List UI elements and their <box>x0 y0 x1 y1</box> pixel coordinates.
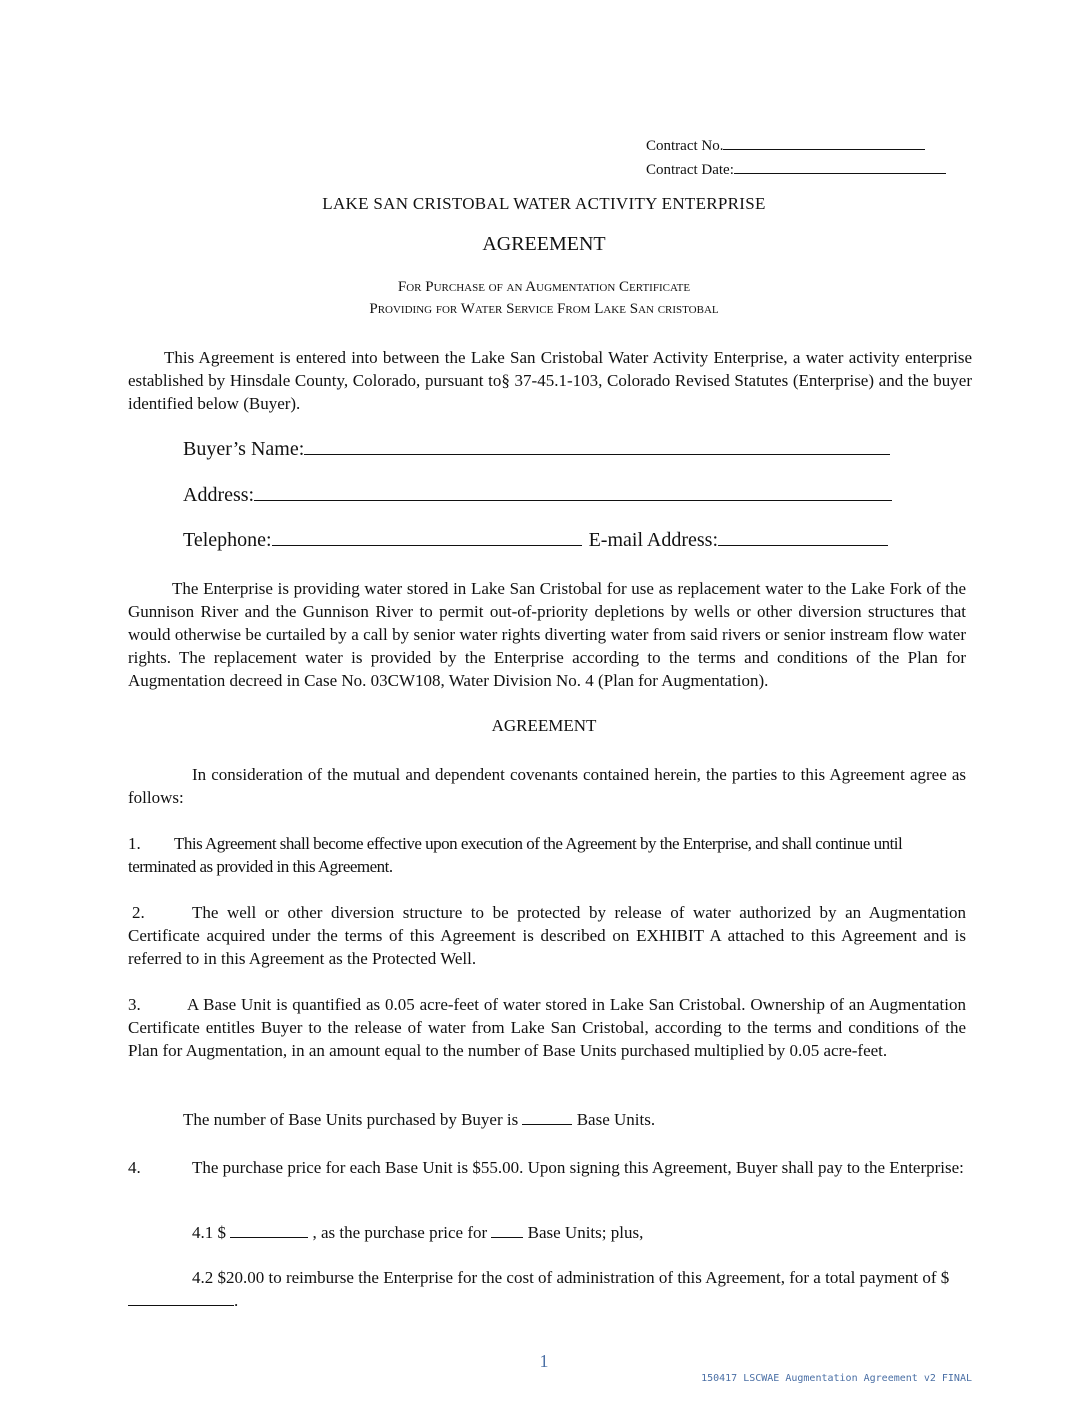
clause-2-text: The well or other diversion structure to be protected by release of water authorized by an Augmentation Certificate acquired under the terms of this Agreement is described on EXHIBIT A attached to this Agreement and is referred to in this Agreement as the Protected Well. <box>128 903 966 968</box>
clause-4-1-text-a: 4.1 $ <box>192 1223 226 1242</box>
base-units-line <box>183 1109 655 1130</box>
total-payment-blank[interactable] <box>128 1290 234 1306</box>
buyer-name-field[interactable] <box>304 435 890 455</box>
page-number: 1 <box>539 1351 549 1371</box>
base-units-text-a: The number of Base Units purchased by Buyer is <box>183 1110 519 1129</box>
agreement-heading-2: AGREEMENT <box>491 716 597 735</box>
address-field[interactable] <box>254 481 892 501</box>
clause-4-2 <box>128 1266 966 1312</box>
contract-date-line <box>646 158 946 179</box>
subtitle-line-1: For Purchase of an Augmentation Certificate <box>397 279 691 295</box>
buyer-name-label: Buyer’s Name: <box>183 438 305 460</box>
clause-3 <box>128 993 966 1062</box>
clause-4-2-text-b: . <box>234 1291 239 1310</box>
clause-1-text: This Agreement shall become effective upon execution of the Agreement by the Enterprise, and shall continue until terminated as provided in this Agreement. <box>128 834 903 876</box>
base-units-text-b: Base Units. <box>576 1110 656 1129</box>
clause-4-1-text-c: Base Units; plus, <box>527 1223 644 1242</box>
clause-2-number: 2. <box>132 903 145 922</box>
clause-4-1-text-b: , as the purchase price for <box>312 1223 488 1242</box>
consideration-paragraph: In consideration of the mutual and dependent covenants contained herein, the parties to this Agreement agree as follows: <box>128 765 966 807</box>
buyer-name-row <box>183 435 890 461</box>
clause-1 <box>128 832 966 878</box>
subtitle-line-2: Providing for Water Service From Lake San cristobal <box>369 301 719 317</box>
document-title: LAKE SAN CRISTOBAL WATER ACTIVITY ENTERPRISE <box>322 194 766 213</box>
clause-4-1 <box>192 1222 643 1243</box>
telephone-label: Telephone: <box>183 529 272 551</box>
clause-2 <box>128 901 966 970</box>
address-label: Address: <box>183 484 255 506</box>
contract-number-blank[interactable] <box>723 134 925 150</box>
intro-paragraph: This Agreement is entered into between the Lake San Cristobal Water Activity Enterprise, a water activity enterprise established by Hinsdale County, Colorado, pursuant to§ 37-45.1-103, Colorado Revised Statutes (Enterprise) and the buyer identified below (Buyer). <box>128 348 972 413</box>
clause-4-number: 4. <box>128 1158 141 1177</box>
clause-1-number: 1. <box>128 834 141 853</box>
clause-3-text: A Base Unit is quantified as 0.05 acre-feet of water stored in Lake San Cristobal. Ownership of an Augmentation Certificate entitles Buyer to the release of water from Lake San Cristobal, according to the terms and conditions of the Plan for Augmentation, in an amount equal to the number of Base Units purchased multiplied by 0.05 acre-feet. <box>128 995 966 1060</box>
base-units-blank[interactable] <box>522 1109 572 1125</box>
contract-date-blank[interactable] <box>734 158 946 174</box>
clause-3-number: 3. <box>128 995 141 1014</box>
purchase-price-blank[interactable] <box>230 1222 308 1238</box>
address-row <box>183 481 892 507</box>
clause-4-2-text-a: 4.2 $20.00 to reimburse the Enterprise for the cost of administration of this Agreement, for a total payment of $ <box>192 1268 950 1287</box>
contact-row <box>183 526 888 552</box>
document-heading: AGREEMENT <box>482 233 606 255</box>
recital-paragraph: The Enterprise is providing water stored in Lake San Cristobal for use as replacement water to the Lake Fork of the Gunnison River and the Gunnison River to permit out-of-priority depletions by wells or other diversion structures that would otherwise be curtailed by a call by senior water rights diverting water from said rivers or senior instream flow water rights. The replacement water is provided by the Enterprise according to the terms and conditions of the Plan for Augmentation decreed in Case No. 03CW108, Water Division No. 4 (Plan for Augmentation). <box>128 579 966 690</box>
document-footer: 150417 LSCWAE Augmentation Agreement v2 FINAL <box>701 1373 972 1384</box>
email-label: E-mail Address: <box>588 529 719 551</box>
contract-number-line <box>646 134 925 155</box>
clause-4 <box>128 1156 966 1179</box>
email-field[interactable] <box>718 526 888 546</box>
contract-number-label: Contract No. <box>646 138 724 154</box>
contract-date-label: Contract Date: <box>646 162 734 178</box>
telephone-field[interactable] <box>272 526 582 546</box>
clause-4-1-units-blank[interactable] <box>491 1222 523 1238</box>
clause-4-text: The purchase price for each Base Unit is $55.00. Upon signing this Agreement, Buyer shall pay to the Enterprise: <box>192 1158 964 1177</box>
